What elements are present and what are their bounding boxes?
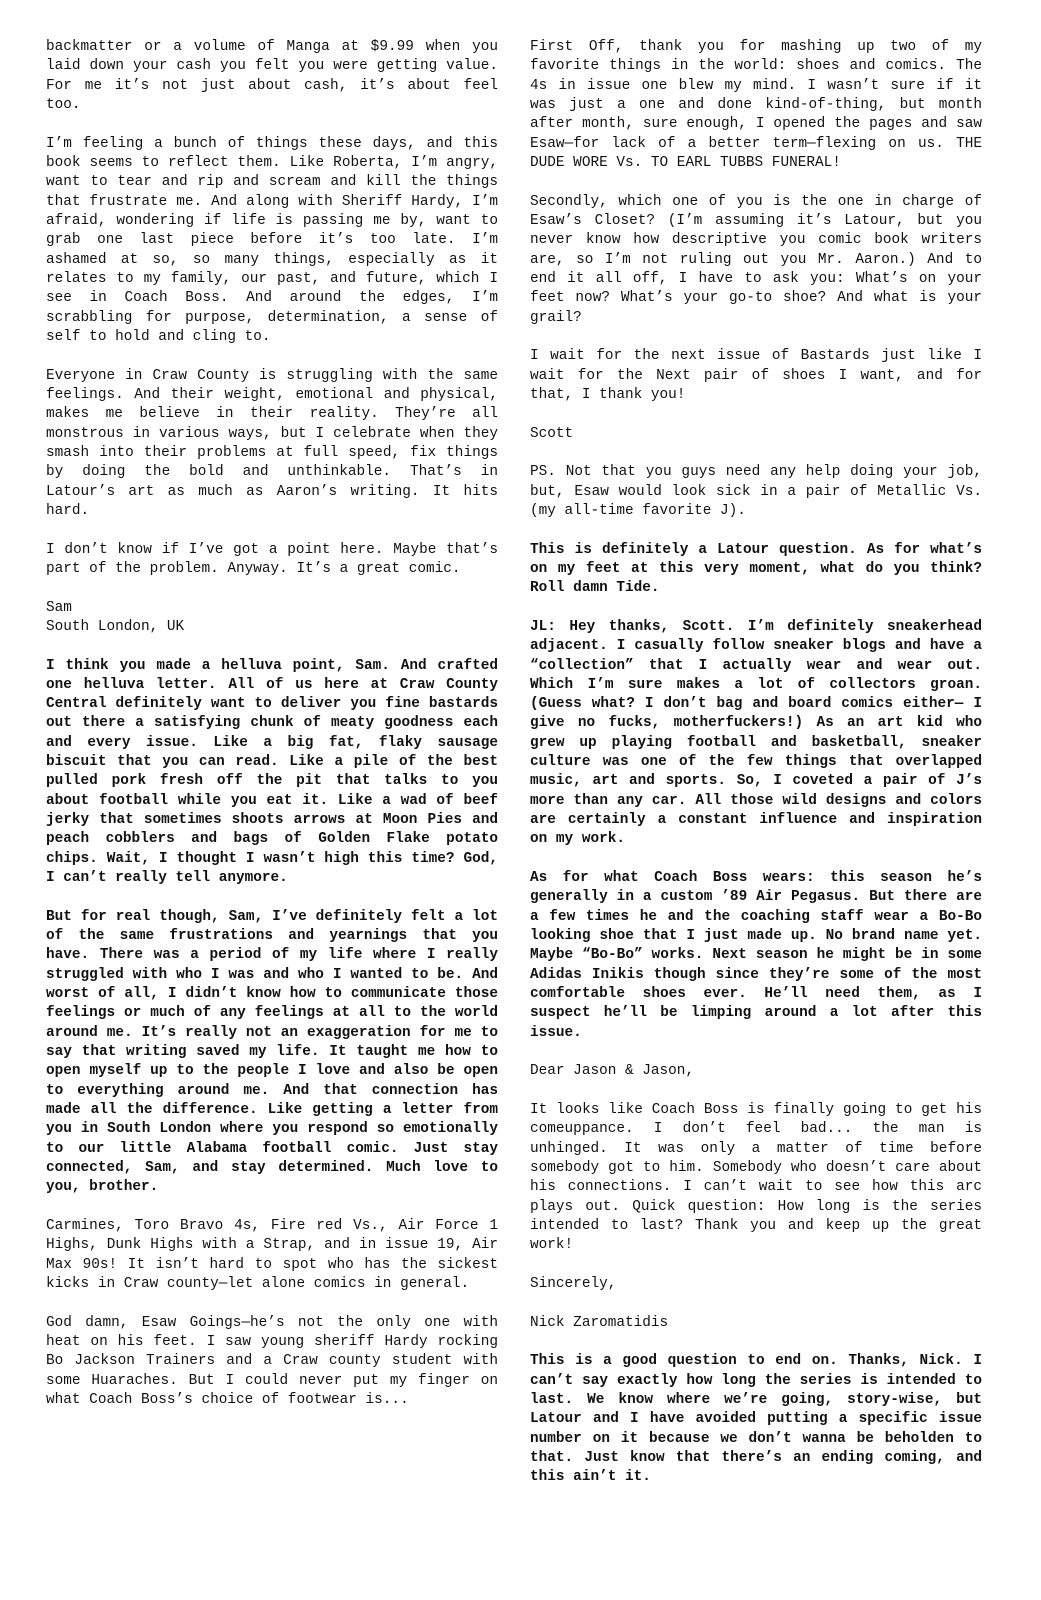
left-letter-paragraph: I don’t know if I’ve got a point here. Maybe that’s part of the problem. Anyway. It’s a great comic. (46, 541, 498, 577)
left-letter-paragraph: backmatter or a volume of Manga at $9.99 when you laid down your cash you felt you were getting value. For me it’s not just about cash, it’s about feel too. (46, 39, 498, 113)
right-editor-reply: As for what Coach Boss wears: this season he’s generally in a custom ’89 Air Pegasus. But there are a few times he and the coaching staff wear a Bo-Bo looking shoe that I just made up. No brand name yet. Maybe “Bo-Bo” works. Next season he might be in some Adidas Inikis though since they’re some of the most comfortable shoes ever. He’ll need them, as I suspect he’ll be limping around a lot after this issue. (530, 870, 982, 1041)
right-letter-paragraph: I wait for the next issue of Bastards just like I wait for the Next pair of shoes I want, and for that, I thank you! (530, 348, 982, 403)
left-column (46, 38, 498, 1430)
right-letter-paragraph: First Off, thank you for mashing up two of my favorite things in the world: shoes and comics. The 4s in issue one blew my mind. I wasn’t sure if it was just a one and done kind-of-thing, but month after month, sure enough, I opened the pages and saw Esaw—for lack of a better term—flexing on us. THE DUDE WORE Vs. TO EARL TUBBS FUNERAL! (530, 39, 982, 171)
left-editor-reply: I think you made a helluva point, Sam. And crafted one helluva letter. All of us here at Craw County Central definitely want to deliver you fine bastards out there a satisfying chunk of meaty goodness each and every issue. Like a big fat, flaky sausage biscuit that you can read. Like a pile of the best pulled pork fresh off the pit that talks to you about football while you eat it. Like a wad of beef jerky that sometimes shoots arrows at Moon Pies and peach cobblers and bags of Golden Flake potato chips. Wait, I thought I wasn’t high this time? God, I can’t really tell anymore. (46, 657, 498, 887)
right-editor-reply: JL: Hey thanks, Scott. I’m definitely sneakerhead adjacent. I casually follow sneaker blogs and have a “collection” that I actually wear and wear out. Which I’m sure makes a lot of collectors groan. (Guess what? I don’t bag and board comics either— I give no fucks, motherfuckers!) As an art kid who grew up playing football and basketball, sneaker culture was one of the few things that overlapped music, art and sports. So, I coveted a pair of J’s more than any car. All those wild designs and colors are certainly a constant influence and inspiration on my work. (530, 618, 982, 848)
right-letter-signature: Sincerely, (530, 1276, 617, 1292)
right-letter-paragraph: It looks like Coach Boss is finally going to get his comeuppance. I don’t feel bad... the man is unhinged. It was only a matter of time before somebody got to him. Somebody who doesn’t care about his connections. I can’t wait to see how this arc plays out. Quick question: How long is the series intended to last? Thank you and keep up the great work! (530, 1102, 982, 1254)
left-letter-paragraph: Carmines, Toro Bravo 4s, Fire red Vs., Air Force 1 Highs, Dunk Highs with a Strap, and in issue 19, Air Max 90s! It isn’t hard to spot who has the sickest kicks in Craw county—let alone comics in general. (46, 1218, 498, 1292)
left-letter-signature: Sam South London, UK (46, 599, 185, 635)
right-editor-reply: This is a good question to end on. Thanks, Nick. I can’t say exactly how long the series is intended to last. We know where we’re going, story-wise, but Latour and I have avoided putting a specific issue number on it because we don’t wanna be beholden to that. Just know that there’s an ending coming, and this ain’t it. (530, 1353, 982, 1486)
left-letter-paragraph: Everyone in Craw County is struggling with the same feelings. And their weight, emotional and physical, makes me believe in their reality. They’re all monstrous in various ways, but I celebrate when they smash into their problems at full speed, fix things by doing the bold and unthinkable. That’s in Latour’s art as much as Aaron’s writing. It hits hard. (46, 367, 498, 519)
right-editor-reply: This is definitely a Latour question. As for what’s on my feet at this very moment, what do you think? Roll damn Tide. (530, 541, 982, 597)
right-letter-paragraph: PS. Not that you guys need any help doing your job, but, Esaw would look sick in a pair of Metallic Vs. (my all-time favorite J). (530, 464, 982, 519)
right-letter-signature: Dear Jason & Jason, (530, 1063, 695, 1080)
left-letter-paragraph: I’m feeling a bunch of things these days, and this book seems to reflect them. Like Roberta, I’m angry, want to tear and rip and scream and kill the things that frustrate me. And along with Sheriff Hardy, I’m afraid, wondering if life is passing me by, want to grab one last piece before it’s too late. I’m ashamed at so, so many things, especially as it relates to my family, our past, and future, which I see in Coach Boss. And around the edges, I’m scrabbling for purpose, determination, a sense of self to hold and cling to. (46, 135, 498, 345)
right-letter-signature: Scott (530, 425, 574, 442)
left-editor-reply: But for real though, Sam, I’ve definitely felt a lot of the same frustrations and yearnings that you have. There was a period of my life where I really struggled with who I was and who I wanted to be. And worst of all, I didn’t know how to communicate those feelings or much of any feelings at all to the world around me. It’s really not an exaggeration for me to say that writing saved my life. It taught me how to open myself up to the people I love and also be open to everything around me. And that connection has made all the difference. Like getting a letter from you in South London where you respond so emotionally to our little Alabama football comic. Just stay connected, Sam, and stay determined. Much love to you, brother. (46, 908, 498, 1196)
right-column (530, 38, 982, 1507)
right-letter-signature: Nick Zaromatidis (530, 1314, 669, 1331)
right-letter-paragraph: Secondly, which one of you is the one in charge of Esaw’s Closet? (I’m assuming it’s Latour, but you never know how descriptive you comic book writers are, so I’m not ruling out you Mr. Aaron.) And to end it all off, I have to ask you: What’s on your feet now? What’s your go-to shoe? And what is your grail? (530, 193, 982, 326)
left-letter-paragraph: God damn, Esaw Goings—he’s not the only one with heat on his feet. I saw young sheriff Hardy rocking Bo Jackson Trainers and a Craw county student with some Huaraches. But I could never put my finger on what Coach Boss’s choice of footwear is... (46, 1314, 498, 1408)
